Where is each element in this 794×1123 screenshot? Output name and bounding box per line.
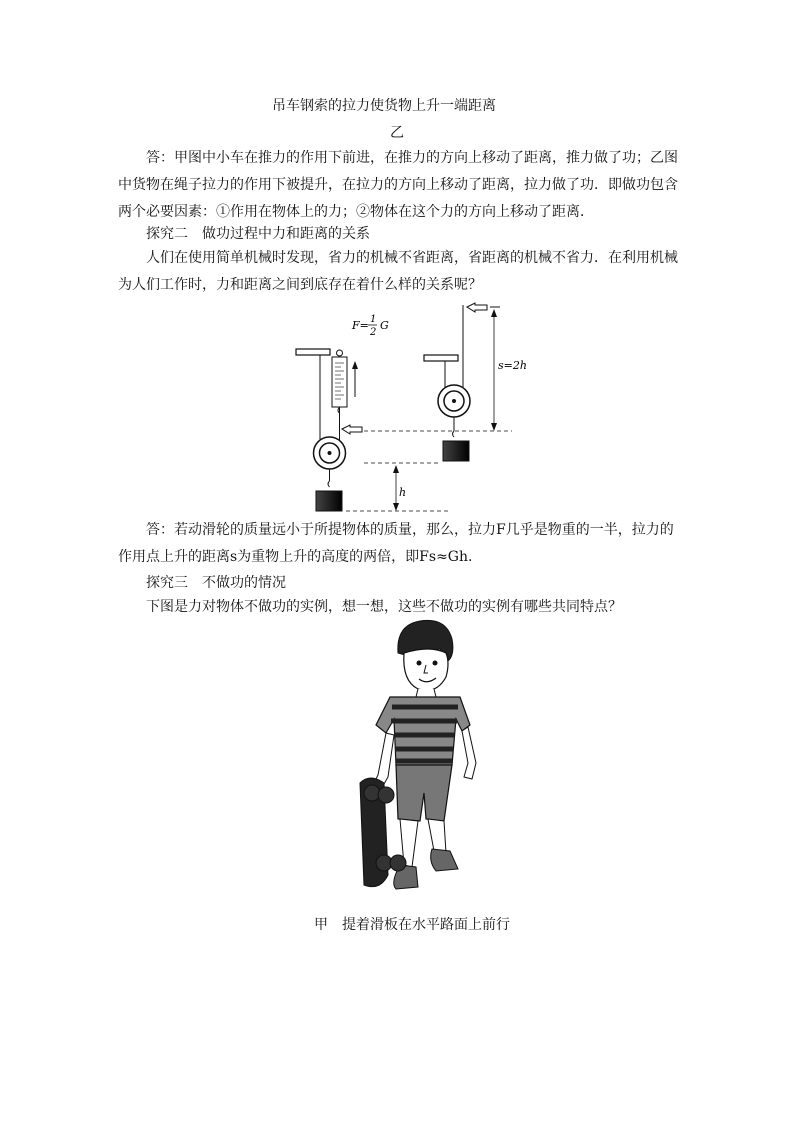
explore-2-heading: 探究二 做功过程中力和距离的关系 xyxy=(146,226,370,242)
explore-3-heading: 探究三 不做功的情况 xyxy=(146,575,286,591)
boy-shorts xyxy=(396,765,452,821)
top-figure-label: 乙 xyxy=(390,125,404,141)
force-fraction-denominator: 2 xyxy=(370,327,377,338)
left-ceiling-bar xyxy=(296,349,330,355)
force-formula-g: G xyxy=(380,319,389,332)
right-hand-arrow xyxy=(467,303,487,312)
right-weight-block xyxy=(443,441,469,461)
boy-face xyxy=(404,649,448,691)
boy-right-shoe xyxy=(431,849,458,871)
spring-scale xyxy=(332,357,347,407)
force-formula-label: F= xyxy=(352,319,369,332)
pulley-diagram xyxy=(0,295,794,525)
height-label: h xyxy=(399,486,407,499)
answer-paragraph-2: 答：若动滑轮的质量远小于所提物体的质量，那么，拉力F几乎是物重的一半，拉力的作用点上升的距离s为重物上升的高度的两倍，即Fs≈Gh. xyxy=(118,522,674,565)
explore-2-question: 人们在使用简单机械时发现，省力的机械不省距离，省距离的机械不省力．在利用机械为人们工作时，力和距离之间到底存在着什么样的关系呢？ xyxy=(118,250,678,293)
answer-paragraph-1: 答：甲图中小车在推力的作用下前进，在推力的方向上移动了距离，推力做了功；乙图中货物在绳子拉力的作用下被提升，在拉力的方向上移动了距离，拉力做了功．即做功包含两个必要因素：①作用在物体上的力；②物体在这个力的方向上移动了距离． xyxy=(118,150,678,220)
bottom-figure-caption: 甲 提着滑板在水平路面上前行 xyxy=(314,917,510,933)
left-hand-arrow xyxy=(342,425,362,434)
boy-skateboard-illustration xyxy=(0,615,794,905)
force-fraction-numerator: 1 xyxy=(370,314,377,325)
distance-label: s=2h xyxy=(498,359,527,372)
explore-3-question: 下图是力对物体不做功的实例，想一想，这些不做功的实例有哪些共同特点？ xyxy=(146,599,622,615)
right-ceiling-bar xyxy=(424,355,458,361)
left-weight-block xyxy=(316,491,342,511)
top-figure-caption: 吊车钢索的拉力使货物上升一端距离 xyxy=(272,98,496,114)
